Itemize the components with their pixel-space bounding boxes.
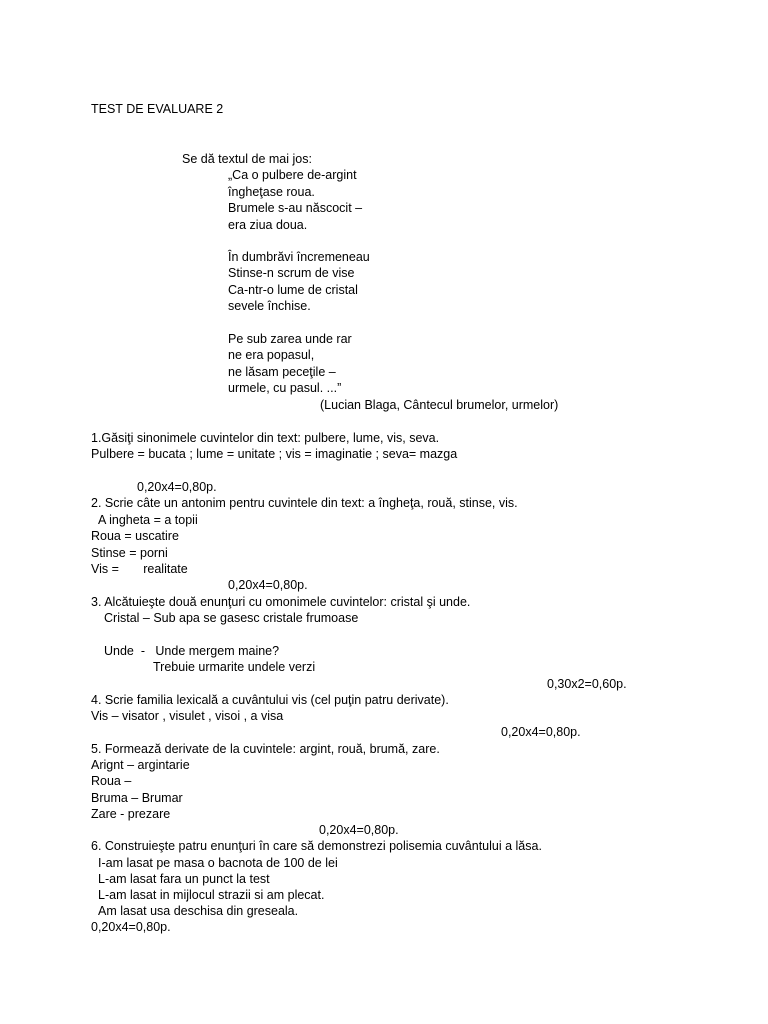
answer-text: Roua = uscatire bbox=[91, 529, 179, 543]
answer-text: Zare - prezare bbox=[91, 807, 171, 821]
answer-text: Unde - Unde mergem maine? bbox=[104, 644, 280, 658]
poem-line: îngheţase roua. bbox=[228, 185, 315, 199]
score-text: 0,20x4=0,80p. bbox=[91, 920, 171, 934]
poem-line: În dumbrăvi încremeneau bbox=[228, 250, 370, 264]
score-text: 0,20x4=0,80p. bbox=[137, 480, 217, 494]
question-text: 5. Formează derivate de la cuvintele: argint, rouă, brumă, zare. bbox=[91, 742, 440, 756]
score-text: 0,20x4=0,80p. bbox=[319, 823, 399, 837]
answer-text: L-am lasat fara un punct la test bbox=[98, 872, 270, 886]
answer-text: I-am lasat pe masa o bacnota de 100 de lei bbox=[98, 856, 338, 870]
answer-text: L-am lasat in mijlocul strazii si am plecat. bbox=[98, 888, 325, 902]
question-text: 2. Scrie câte un antonim pentru cuvintele din text: a îngheţa, rouă, stinse, vis. bbox=[91, 496, 518, 510]
score-text: 0,30x2=0,60p. bbox=[547, 677, 627, 691]
poem-source: (Lucian Blaga, Cântecul brumelor, urmelor) bbox=[320, 398, 559, 412]
intro-text: Se dă textul de mai jos: bbox=[182, 152, 312, 166]
score-text: 0,20x4=0,80p. bbox=[228, 578, 308, 592]
poem-line: Ca-ntr-o lume de cristal bbox=[228, 283, 358, 297]
poem-line: sevele închise. bbox=[228, 299, 311, 313]
page-title: TEST DE EVALUARE 2 bbox=[91, 102, 224, 116]
answer-text: Trebuie urmarite undele verzi bbox=[153, 660, 316, 674]
answer-text: Cristal – Sub apa se gasesc cristale frumoase bbox=[104, 611, 359, 625]
poem-line: Stinse-n scrum de vise bbox=[228, 266, 355, 280]
question-text: 6. Construieşte patru enunţuri în care să demonstrezi polisemia cuvântului a lăsa. bbox=[91, 839, 542, 853]
poem-line: urmele, cu pasul. ...” bbox=[228, 381, 342, 395]
question-text: 1.Găsiţi sinonimele cuvintelor din text: pulbere, lume, vis, seva. bbox=[91, 431, 440, 445]
answer-text: Arignt – argintarie bbox=[91, 758, 190, 772]
poem-line: era ziua doua. bbox=[228, 218, 308, 232]
answer-text: Am lasat usa deschisa din greseala. bbox=[98, 904, 299, 918]
poem-line: „Ca o pulbere de-argint bbox=[228, 168, 357, 182]
answer-text: Pulbere = bucata ; lume = unitate ; vis = imaginatie ; seva= mazga bbox=[91, 447, 458, 461]
question-text: 4. Scrie familia lexicală a cuvântului vis (cel puţin patru derivate). bbox=[91, 693, 449, 707]
poem-line: ne lăsam peceţile – bbox=[228, 365, 336, 379]
answer-text: Vis = realitate bbox=[91, 562, 188, 576]
answer-text: A ingheta = a topii bbox=[98, 513, 198, 527]
poem-line: ne era popasul, bbox=[228, 348, 315, 362]
poem-line: Brumele s-au născocit – bbox=[228, 201, 363, 215]
poem-line: Pe sub zarea unde rar bbox=[228, 332, 352, 346]
answer-text: Stinse = porni bbox=[91, 546, 168, 560]
question-text: 3. Alcătuieşte două enunţuri cu omonimele cuvintelor: cristal şi unde. bbox=[91, 595, 471, 609]
answer-text: Bruma – Brumar bbox=[91, 791, 183, 805]
score-text: 0,20x4=0,80p. bbox=[501, 725, 581, 739]
answer-text: Vis – visator , visulet , visoi , a visa bbox=[91, 709, 284, 723]
answer-text: Roua – bbox=[91, 774, 132, 788]
